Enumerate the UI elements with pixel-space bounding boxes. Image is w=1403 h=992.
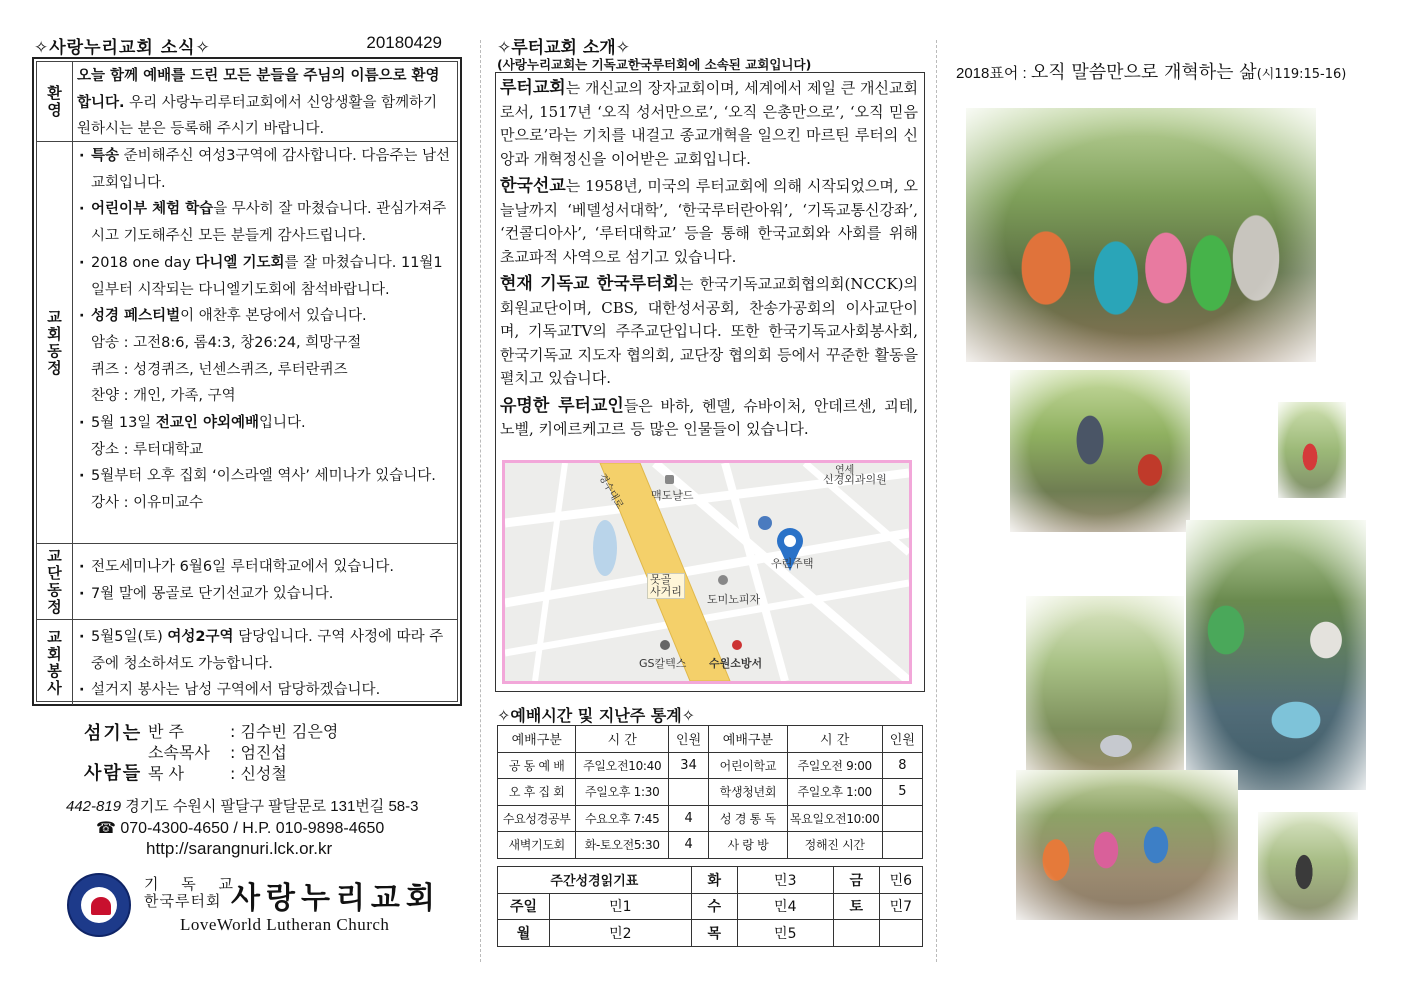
church-name: 사랑누리교회	[231, 881, 441, 916]
staff-label-1: 섬기는	[84, 723, 143, 744]
staff-row: 반 주 : 김수빈 김은영	[148, 722, 339, 741]
news-item: · 5월 13일 전교인 야외예배입니다.	[77, 410, 453, 437]
news-item: · 7월 말에 몽골로 단기선교가 있습니다.	[77, 581, 453, 608]
map-label-clinic: 신경외과의원	[823, 473, 887, 486]
table-row: 주간성경읽기표 화 민3 금 민6	[498, 867, 923, 894]
table-row: 주일 민1 수 민4 토 민7	[498, 893, 923, 920]
table-row: 공 동 예 배 주일오전10:40 34 어린이학교 주일오전 9:00 8	[498, 752, 923, 779]
staff-row: 목 사 : 신성철	[148, 764, 287, 783]
church-news-label: 교회동정	[45, 308, 63, 377]
welcome-section	[37, 62, 457, 142]
map-label-clinic-top: 연세	[835, 465, 855, 476]
welcome-text: 우리 사랑누리루터교회에서 신앙생활을 함께하기 원하시는 분은 등록해 주시기 바랍니다.	[77, 94, 438, 138]
news-item: · 어린이부 체험 학습을 무사히 잘 마쳤습니다. 관심가져주시고 기도해주신 모든 분들게 감사드립니다.	[77, 196, 453, 249]
map-label-gas: GS칼텍스	[639, 657, 687, 670]
location-map[interactable]	[502, 460, 912, 684]
welcome-label: 환영	[45, 84, 63, 119]
map-label-pizza: 도미노피자	[707, 593, 761, 606]
activity-photo	[1258, 812, 1358, 920]
intro-subtitle: (사랑누리교회는 기독교한국루터회에 소속된 교회입니다)	[497, 57, 812, 72]
phone-numbers: ☎ 070-4300-4650 / H.P. 010-9898-4650	[96, 820, 385, 837]
service-label: 교회봉사	[45, 628, 63, 697]
table-header-row: 예배구분 시 간 인원 예배구분 시 간 인원	[498, 726, 923, 753]
news-subitem: 찬양 : 개인, 가족, 구역	[91, 388, 236, 405]
group-photo	[966, 108, 1316, 362]
map-road-label: 경수대로	[596, 472, 626, 511]
table-row: 새벽기도회 화-토오전5:30 4 사 랑 방 정해진 시간	[498, 832, 923, 859]
service-section	[37, 620, 457, 705]
news-item: · 특송 준비해주신 여성3구역에 감사합니다. 다음주는 남선교회입니다.	[77, 143, 453, 196]
map-label-fire-station: 수원소방서	[709, 657, 763, 670]
address: 442-819 경기도 수원시 팔달구 팔달문로 131번길 58-3	[66, 798, 419, 815]
denom-news-section	[37, 544, 457, 620]
news-subitem: 장소 : 루터대학교	[91, 441, 204, 458]
denomination-name: 기 독 교 한국루터회	[144, 875, 243, 910]
church-logo-icon	[67, 873, 131, 937]
activity-photo	[1278, 402, 1346, 498]
bible-reading-table	[497, 866, 923, 947]
map-graphic	[505, 463, 909, 681]
denom-news-label: 교단동정	[45, 547, 63, 616]
column-divider	[480, 40, 481, 962]
news-item: · 전도세미나가 6월6일 루터대학교에서 있습니다.	[77, 554, 453, 581]
intro-paragraph: 현재 기독교 한국루터회는 한국기독교교회협의회(NCCK)의 회원교단이며, CBS, 대한성서공회, 찬송가공회의 이사교단이며, 기독교TV의 주주교단입니다. 또한 한국기독교사회봉사회, 한국기독교 지도자 협의회, 교단장 협의회 등에서 꾸준한 활동을 펼치고 있습니다.	[500, 274, 918, 387]
intro-paragraph: 루터교회는 개신교의 장자교회이며, 세계에서 제일 큰 개신교회로서, 1517년 ‘오직 성서만으로’, ‘오직 은총만으로’, ‘오직 믿음만으로’라는 기치를 내걸고 종교개혁을 일으킨 마르틴 루터의 신앙과 개혁정신을 이어받은 교회입니다.	[500, 78, 918, 168]
map-label-mcdonalds: 맥도날드	[651, 489, 694, 502]
intro-title: ✧루터교회 소개✧	[497, 38, 630, 58]
staff-row: 소속목사 : 엄진섭	[148, 743, 287, 762]
news-item: · 5월부터 오후 집회 ‘이스라엘 역사’ 세미나가 있습니다. 강사 : 이유미교수	[77, 463, 453, 516]
table-row: 수요성경공부 수요오후 7:45 4 성 경 통 독 목요일오전10:00	[498, 805, 923, 832]
column-divider	[936, 40, 937, 962]
forest-photo	[1026, 596, 1184, 786]
welcome-bold: 오늘 함께 예배를 드린 모든 분들을 주님의 이름으로 환영합니다.	[77, 68, 440, 111]
map-label-intersection: 못골 사거리	[647, 573, 685, 599]
schedule-table	[497, 725, 923, 859]
table-row: 월 민2 목 민5	[498, 920, 923, 947]
staff-label-2: 사람들	[84, 763, 143, 784]
zip-code: 442-819	[66, 798, 122, 815]
news-subitem: 암송 : 고전8:6, 롬4:3, 창26:24, 희망구절	[91, 334, 362, 351]
church-news-section	[37, 142, 457, 544]
news-header	[34, 33, 462, 58]
news-title: ✧사랑누리교회 소식✧	[34, 38, 211, 58]
intro-paragraph: 유명한 루터교인들은 바하, 헨델, 슈바이처, 안데르센, 괴테, 노벨, 키에르케고르 등 많은 인물들이 있습니다.	[500, 395, 918, 438]
news-subitem: 퀴즈 : 성경퀴즈, 넌센스퀴즈, 루터란퀴즈	[91, 361, 348, 378]
church-english-name: LoveWorld Lutheran Church	[180, 915, 390, 934]
news-item: · 5월5일(토) 여성2구역 담당입니다. 구역 사정에 따라 주중에 청소하셔도 가능합니다.	[77, 624, 453, 677]
yearly-motto: 2018표어 : 오직 말씀만으로 개혁하는 삶(시119:15-16)	[956, 62, 1347, 83]
news-date: 20180429	[366, 33, 442, 52]
children-photo	[1016, 770, 1238, 920]
news-item: · 성경 페스티벌이 애찬후 본당에서 있습니다.	[77, 303, 453, 330]
news-box	[32, 57, 462, 706]
website-link[interactable]: http://sarangnuri.lck.or.kr	[146, 839, 333, 858]
picnic-photo	[1186, 520, 1366, 790]
news-item: · 2018 one day 다니엘 기도회를 잘 마쳤습니다. 11월1일부터 시작되는 다니엘기도회에 참석바랍니다.	[77, 250, 453, 303]
news-item: · 설거지 봉사는 남성 구역에서 담당하겠습니다.	[77, 677, 453, 704]
intro-paragraph: 한국선교는 1958년, 미국의 루터교회에 의해 시작되었으며, 오늘날까지 ‘베델성서대학’, ‘한국루터란아워’, ‘기독교통신강좌’, ‘컨콜디아사’, ‘루터대학교’ 등을 통해 한국교회와 사회를 위해 초교파적 사역으로 섬기고 있습니다.	[500, 176, 918, 266]
schedule-title: ✧예배시간 및 지난주 통계✧	[497, 706, 696, 725]
reading-title: 주간성경읽기표	[498, 867, 692, 894]
activity-photo	[1010, 370, 1190, 532]
table-row: 오 후 집 회 주일오후 1:30 학생청년회 주일오후 1:00 5	[498, 779, 923, 806]
map-label-house: 우린주택	[771, 557, 814, 570]
intro-box	[495, 72, 925, 692]
